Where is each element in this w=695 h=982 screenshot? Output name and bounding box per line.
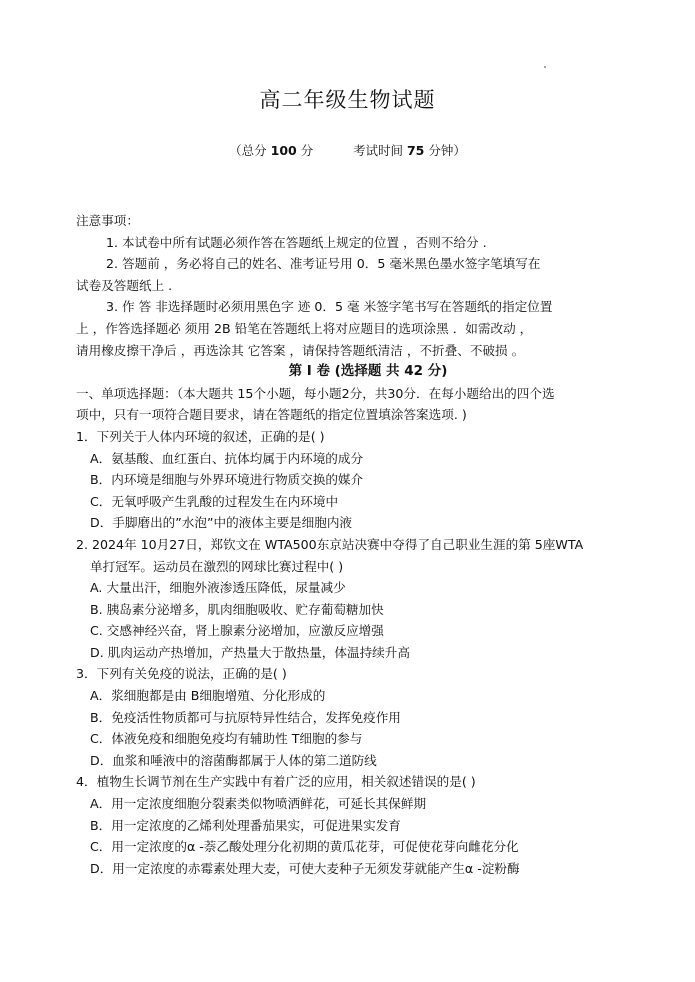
total-score-label: （总分: [229, 143, 267, 158]
time-unit: 分钟）: [428, 143, 466, 158]
note-item-3-line-2: 上 ，作答选择题必 须用 2B 铅笔在答题纸上将对应题目的选项涂黑 ．如需改动 ，: [76, 320, 533, 336]
question-stem: 3．下列有关免疫的说法，正确的是( ): [76, 666, 287, 682]
exam-body: [76, 210, 626, 879]
scan-speck: [544, 66, 546, 68]
section-instruction-line-2: 项中，只有一项符合题目要求，请在答题纸的指定位置填涂答案选项. ): [76, 407, 467, 423]
note-item-3-line-3: 请用橡皮擦干净后 ，再选涂其 它答案 ，请保持答题纸清洁 ，不折叠、不破损 。: [76, 342, 525, 358]
question-1: [76, 426, 626, 534]
option-a: A. 大量出汗，细胞外液渗透压降低，尿量减少: [90, 580, 346, 596]
option-d: D．血浆和唾液中的溶菌酶都属于人体的第二道防线: [90, 752, 377, 768]
question-stem-continued: 单打冠军。运动员在激烈的网球比赛过程中( ): [90, 558, 344, 574]
option-b: B. 胰岛素分泌增多，肌肉细胞吸收、贮存葡萄糖加快: [90, 601, 384, 617]
option-b: B．用一定浓度的乙烯利处理番茄果实，可促进果实发育: [90, 817, 401, 833]
note-item-1: 1. 本试卷中所有试题必须作答在答题纸上规定的位置 ，否则不给分 .: [106, 234, 487, 250]
question-stem: 2. 2024年 10月27日，郑钦文在 WTA500东京站决赛中夺得了自己职业生涯的第 5座WTA: [76, 536, 584, 552]
option-b: B．内环境是细胞与外界环境进行物质交换的媒介: [90, 472, 364, 488]
option-a: A．氨基酸、血红蛋白、抗体均属于内环境的成分: [90, 450, 364, 466]
notes-heading: 注意事项：: [76, 213, 139, 228]
note-item-3-line-1: 3. 作 答 非选择题时必须用黑色字 迹 0．5 毫 米签字笔书写在答题纸的指定位置: [106, 299, 553, 315]
question-2: [76, 534, 626, 664]
note-item-2-line-2: 试卷及答题纸上 .: [76, 277, 173, 293]
question-4: [76, 771, 626, 879]
option-b: B．免疫活性物质都可与抗原特异性结合，发挥免疫作用: [90, 709, 401, 725]
option-c: C．无氧呼吸产生乳酸的过程发生在内环境中: [90, 493, 339, 509]
option-c: C．用一定浓度的α -萘乙酸处理分化初期的黄瓜花芽，可促使花芽向雌花分化: [90, 839, 519, 855]
option-c: C. 交感神经兴奋，肾上腺素分泌增加，应激反应增强: [90, 623, 384, 639]
total-score-unit: 分: [300, 143, 314, 158]
total-score-value: 100: [270, 143, 297, 158]
time-value: 75: [406, 143, 425, 158]
exam-title: 高二年级生物试题: [259, 88, 436, 112]
question-stem: 4．植物生长调节剂在生产实践中有着广泛的应用，相关叙述错误的是( ): [76, 774, 476, 790]
time-label: 考试时间: [352, 143, 403, 158]
option-a: A．用一定浓度细胞分裂素类似物喷洒鲜花，可延长其保鲜期: [90, 796, 427, 812]
exam-subtitle: [0, 141, 695, 159]
section-title: 第 I 卷 (选择题 共 42 分): [288, 363, 448, 380]
question-3: [76, 663, 626, 771]
note-item-2-line-1: 2. 答题前 ，务必将自己的姓名、准考证号用 0．5 毫米黑色墨水签字笔填写在: [106, 256, 541, 272]
question-stem: 1．下列关于人体内环境的叙述，正确的是( ): [76, 428, 325, 444]
option-d: D. 肌肉运动产热增加，产热量大于散热量，体温持续升高: [90, 644, 410, 660]
option-d: D．用一定浓度的赤霉素处理大麦，可使大麦种子无须发芽就能产生α -淀粉酶: [90, 860, 520, 876]
option-d: D．手脚磨出的”水泡”中的液体主要是细胞内液: [90, 515, 353, 531]
option-a: A．浆细胞都是由 B细胞增殖、分化形成的: [90, 688, 326, 704]
section-instruction-line-1: 一、单项选择题：（本大题共 15个小题，每小题2分，共30分．在每小题给出的四个选: [76, 385, 555, 401]
option-c: C．体液免疫和细胞免疫均有辅助性 T细胞的参与: [90, 731, 363, 747]
